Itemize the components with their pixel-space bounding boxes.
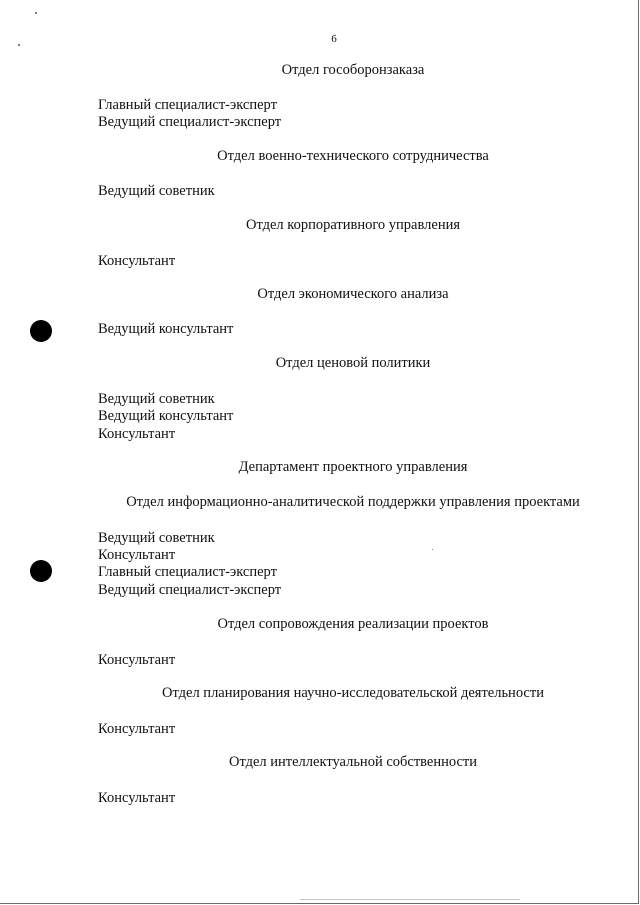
section-heading: Отдел корпоративного управления xyxy=(245,217,461,233)
position-line: Консультант xyxy=(98,426,176,442)
position-line: Консультант xyxy=(98,790,176,806)
department-heading: Департамент проектного управления xyxy=(238,459,468,475)
section-heading: Отдел ценовой политики xyxy=(275,355,431,371)
position-line: Консультант xyxy=(98,547,176,563)
position-line: Ведущий консультант xyxy=(98,408,234,424)
section-heading: Отдел гособоронзаказа xyxy=(281,62,425,78)
section-heading: Отдел экономического анализа xyxy=(257,286,449,302)
page-number: 6 xyxy=(331,33,337,45)
section-heading: Отдел информационно-аналитической поддержки управления проектами xyxy=(126,494,580,510)
punch-hole xyxy=(30,560,52,582)
position-line: Ведущий советник xyxy=(98,530,215,546)
section-heading: Отдел военно-технического сотрудничества xyxy=(217,148,489,164)
position-line: Ведущий консультант xyxy=(98,321,234,337)
position-line: Консультант xyxy=(98,652,176,668)
position-line: Ведущий советник xyxy=(98,183,215,199)
position-line: Ведущий советник xyxy=(98,391,215,407)
scan-speck xyxy=(35,12,37,14)
section-heading: Отдел сопровождения реализации проектов xyxy=(217,616,489,632)
scan-speck xyxy=(432,549,433,550)
position-line: Консультант xyxy=(98,721,176,737)
position-line: Ведущий специалист-эксперт xyxy=(98,114,282,130)
section-heading: Отдел планирования научно-исследовательской деятельности xyxy=(162,685,544,701)
section-heading: Отдел интеллектуальной собственности xyxy=(228,754,478,770)
position-line: Ведущий специалист-эксперт xyxy=(98,582,282,598)
position-line: Главный специалист-эксперт xyxy=(98,564,277,580)
position-line: Главный специалист-эксперт xyxy=(98,97,277,113)
punch-hole xyxy=(30,320,52,342)
position-line: Консультант xyxy=(98,253,176,269)
scan-artifact-line xyxy=(300,899,520,900)
